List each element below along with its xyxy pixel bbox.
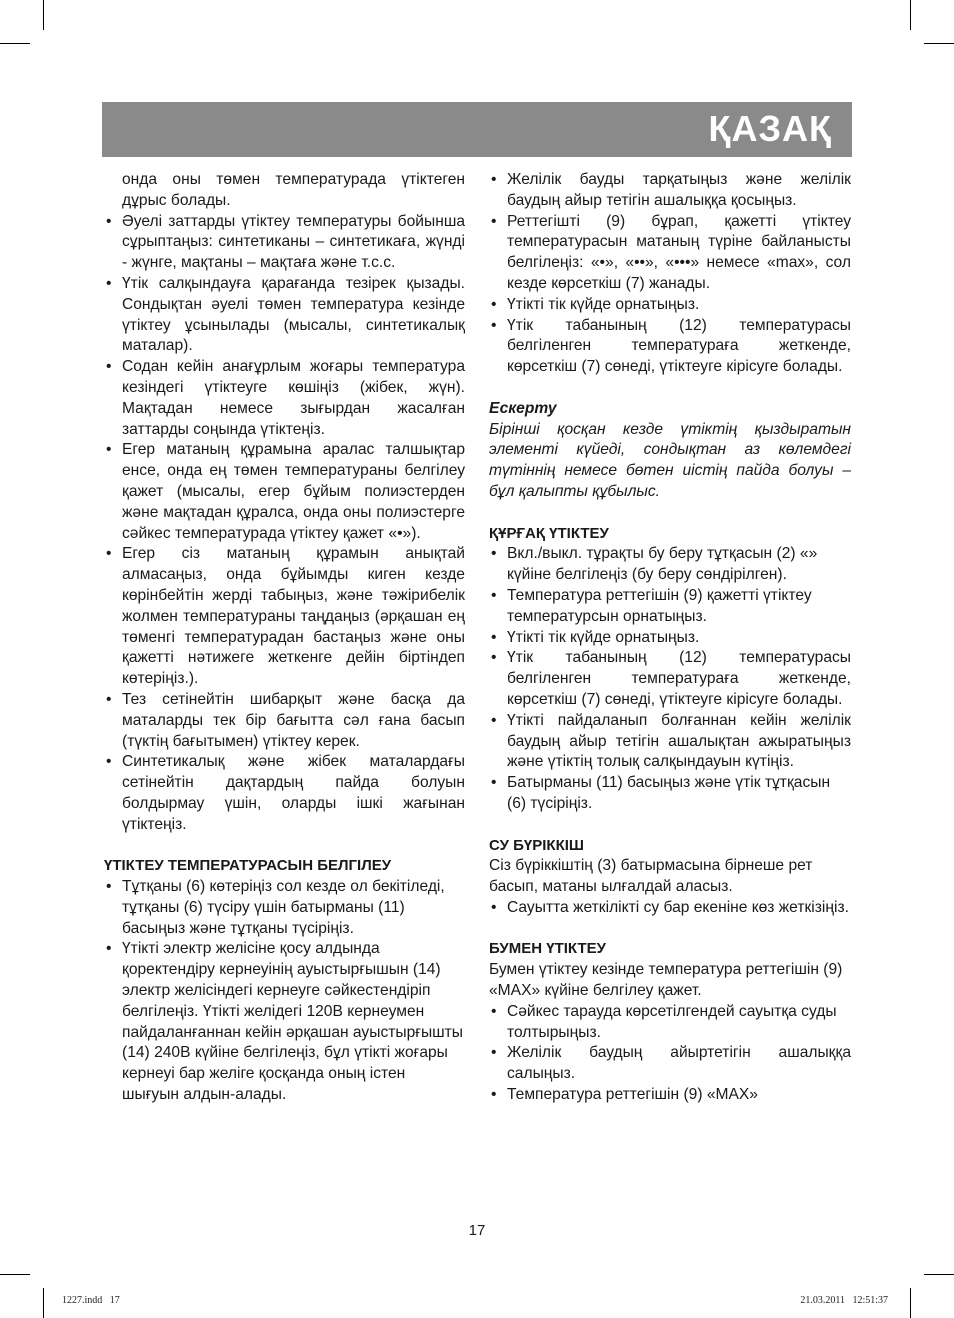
language-title: ҚАЗАҚ [708, 108, 832, 149]
print-slug-file: 1227.indd 17 [62, 1295, 120, 1306]
section-heading-dry-ironing: ҚҰРҒАҚ ҮТІКТЕУ [489, 524, 609, 542]
section-heading-spray: СУ БҮРІККІШ [489, 836, 584, 854]
list-item: • Үтікті пайдаланып болғаннан кейін желілік баудың айыр тетігін ашалықтан ажыратыңыз және үтіктің толық салқындауын күтіңіз. [489, 711, 851, 773]
list-item: • Желілік бауды тарқатыңыз және желілік баудың айыр тетігін ашалыққа қосыңыз. [489, 170, 851, 212]
continuation-text: онда оны төмен температурада үтіктеген дұрыс болады. [122, 171, 465, 209]
steam-text: Бумен үтіктеу кезінде температура реттегішін (9) «MAX» күйіне белгілеу қажет. [489, 961, 843, 1000]
list-item: • Әуелі заттарды үтіктеу температуры бойынша сұрыптаңыз: синтетиканы – синтетикаға, жүнді - жүнге, мақтаны – мақтаға және т.с.с. [104, 212, 465, 274]
list-item: • Үтікті тік күйде орнатыңыз. [489, 628, 851, 649]
crop-mark [43, 1288, 44, 1318]
list-item: • Сәйкес тарауда көрсетілгендей сауытқа суды толтырыңыз. [489, 1002, 851, 1044]
crop-mark [924, 43, 954, 44]
list-item: • Тұтқаны (6) көтеріңіз сол кезде ол бекітіледі, тұтқаны (6) түсіру үшін батырманы (11) басыңыз және тұтқаны түсіріңіз. [104, 877, 465, 939]
note-heading: Ескерту [489, 399, 557, 417]
crop-mark [0, 1274, 30, 1275]
list-item: • Синтетикалық және жібек маталардағы сетінейтін дақтардың пайда болуын болдырмау үшін, оларды ішкі жағынан үтіктеңіз. [104, 752, 465, 835]
list-item: • Үтік табанының (12) температурасы белгіленген температураға жеткенде, көрсеткіш (7) сөнеді, үтіктеуге кірісуге болады. [489, 316, 851, 378]
list-item: • Үтікті тік күйде орнатыңыз. [489, 295, 851, 316]
temperature-setting-list [104, 877, 465, 1106]
note-text: Бірінші қосқан кезде үтіктің қыздыратын элементі күйеді, сондықтан аз көлемдегі түтіннің немесе бөтен иістің пайда болуы – бұл қалыпты құбылыс. [489, 420, 851, 500]
list-item: • Реттегішті (9) бұрап, қажетті үтіктеу температурасын матаның түріне байланысты белгілеңіз: «•», «••», «•••» немесе «max», сол кезде көрсеткіш (7) жанады. [489, 212, 851, 295]
crop-mark [910, 1288, 911, 1318]
list-item: • Желілік баудың айыртетігін ашалыққа салыңыз. [489, 1043, 851, 1085]
steam-list [489, 1002, 851, 1106]
left-column [104, 170, 465, 1106]
list-item: • Вкл./выкл. тұрақты бу беру тұтқасын (2) «» күйіне белгілеңіз (бу беру сөндірілген). [489, 544, 851, 586]
list-item: • Температура реттегішін (9) қажетті үтіктеу температурсын орнатыңыз. [489, 586, 851, 628]
spray-list [489, 898, 851, 919]
print-slug-date: 21.03.2011 12:51:37 [800, 1295, 888, 1306]
list-item: • Сауытта жеткілікті су бар екеніне көз жеткізіңіз. [489, 898, 851, 919]
list-item: • Үтікті электр желісіне қосу алдында қоректендіру кернеуінің ауыстырғышын (14) электр желісіндегі кернеуге сәйкестендіріп белгілеңіз. Үтікті желідегі 120В кернеумен пайдаланғаннан кейін әрқашан ауыстырғышты (14) 240В күйіне белгілеңіз, бұл үтікті жоғары кернеуі бар желіге қосқанда оның істен шығуын алдын-алады. [104, 939, 465, 1105]
crop-mark [924, 1274, 954, 1275]
preparation-list [489, 170, 851, 378]
right-column [489, 170, 851, 1106]
crop-mark [0, 43, 30, 44]
list-item: • Батырманы (11) басыңыз және үтік тұтқасын (6) түсіріңіз. [489, 773, 851, 815]
spray-text: Сіз бүріккіштің (3) батырмасына бірнеше рет басып, матаны ылғалдай аласыз. [489, 857, 813, 896]
list-item: • Температура реттегішін (9) «MAX» [489, 1085, 851, 1106]
sorting-tips-list [104, 212, 465, 836]
section-heading-temperature: ҮТІКТЕУ ТЕМПЕРАТУРАСЫН БЕЛГІЛЕУ [104, 857, 392, 875]
page-number: 17 [468, 1222, 486, 1239]
crop-mark [910, 0, 911, 30]
list-item: • Содан кейін анағұрлым жоғары температура кезіндегі үтіктеуге көшіңіз (жібек, жүн). Мақтадан немесе зығырдан жасалған заттарды соңында үтіктеңіз. [104, 357, 465, 440]
list-item: • Үтік салқындауға қарағанда тезірек қызады. Сондықтан әуелі төмен температура кезінде үтіктеу ұсынылады (мысалы, синтетикалық маталар). [104, 274, 465, 357]
list-item: • Егер сіз матаның құрамын анықтай алмасаңыз, онда бұйымды киген кезде көрінбейтін жерді табыңыз, және тәжірибелік жолмен температураны таңдаңыз (әрқашан ең төменгі температурадан бастаңыз және оны қажетті нәтижеге жеткенге дейін біртіндеп көтеріңіз.). [104, 544, 465, 690]
language-header-bar [102, 102, 852, 157]
list-item: • Егер матаның құрамына аралас талшықтар енсе, онда ең төмен температураны белгілеу қажет (мысалы, егер бұйым полиэстерден және мақтадан құралса, онда оны полиэстерге сәйкес температурада үтіктеу қажет «•»). [104, 440, 465, 544]
section-heading-steam: БУМЕН ҮТІКТЕУ [489, 940, 606, 958]
list-item: • Үтік табанының (12) температурасы белгіленген температураға жеткенде, көрсеткіш (7) сөнеді, үтіктеуге кірісуге болады. [489, 648, 851, 710]
dry-ironing-list [489, 544, 851, 814]
list-item: • Тез сетінейтін шибарқыт және басқа да маталарды тек бір бағытта сәл ғана басып (түктің бағытымен) үтіктеу керек. [104, 690, 465, 752]
crop-mark [43, 0, 44, 30]
